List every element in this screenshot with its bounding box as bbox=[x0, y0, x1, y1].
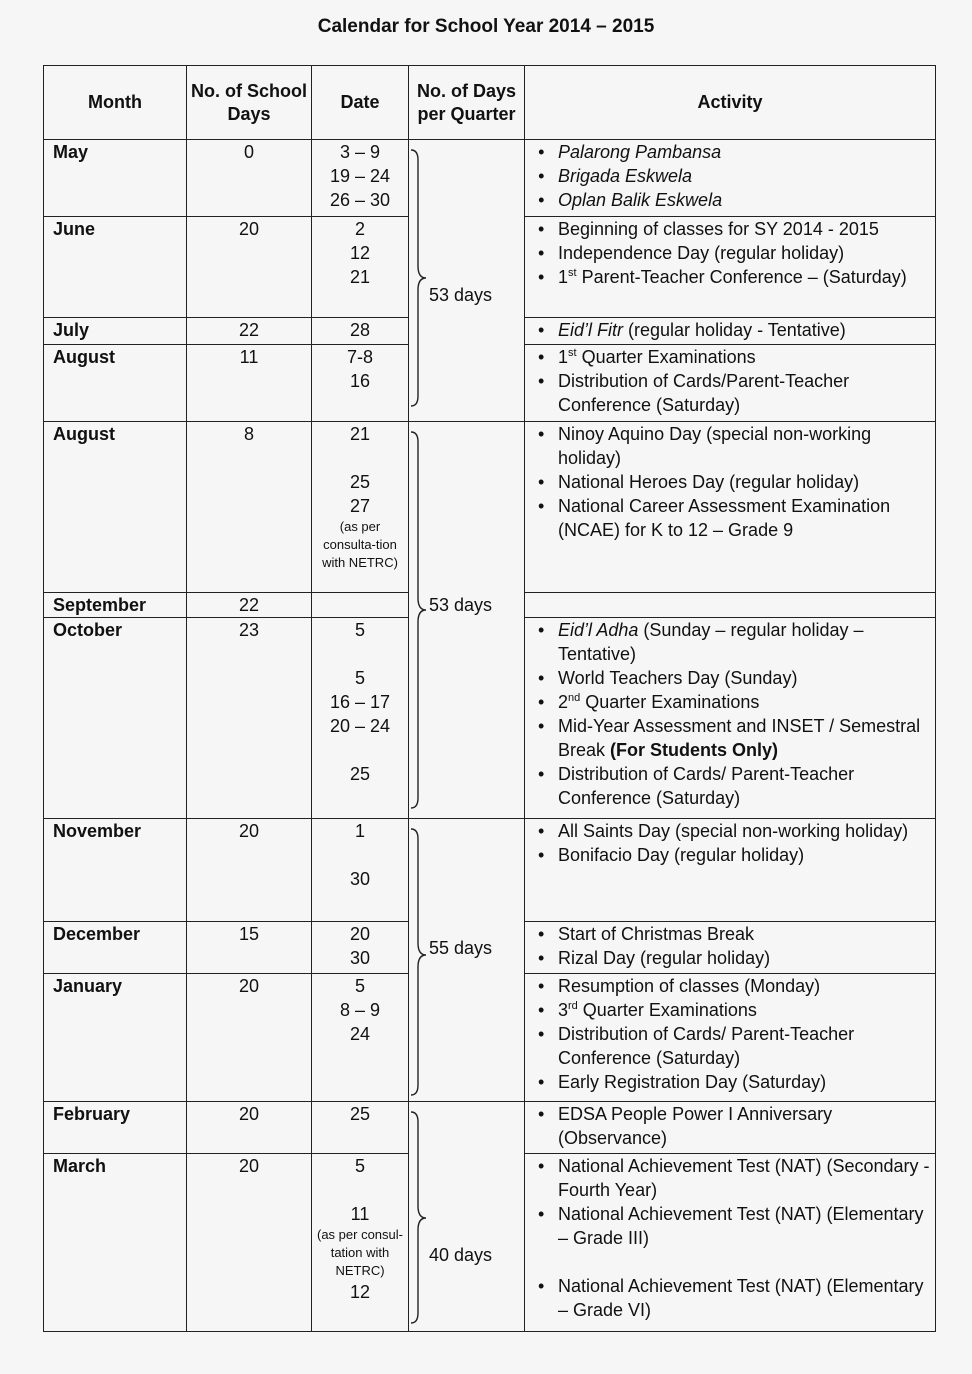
activity-item bbox=[534, 318, 935, 342]
date-value: 5 bbox=[354, 668, 365, 688]
date-value: 8 – 9 bbox=[339, 1000, 381, 1020]
ordinal-suffix: st bbox=[568, 347, 577, 359]
school-days-cell: 15 bbox=[187, 922, 312, 974]
date-value: 28 bbox=[349, 320, 371, 340]
activity-item: • Early Registration Day (Saturday) bbox=[534, 1070, 935, 1094]
quarter-cell-3 bbox=[409, 819, 525, 1102]
activity-text: Quarter Examinations bbox=[580, 692, 760, 712]
month-cell: May bbox=[44, 140, 187, 217]
activity-item: • EDSA People Power I Anniversary (Observance) bbox=[534, 1102, 935, 1150]
activity-text: Quarter Examinations bbox=[577, 1000, 757, 1020]
activity-cell bbox=[525, 618, 936, 819]
activity-item: • National Achievement Test (NAT) (Secondary - Fourth Year) bbox=[534, 1154, 935, 1202]
school-days-cell: 8 bbox=[187, 422, 312, 593]
date-value: 1 bbox=[354, 821, 365, 841]
ordinal-suffix: st bbox=[568, 267, 577, 279]
school-days-cell: 0 bbox=[187, 140, 312, 217]
activity-cell bbox=[525, 140, 936, 217]
quarter-days-label: 55 days bbox=[429, 938, 493, 958]
activity-item: • National Achievement Test (NAT) (Elementary – Grade VI) bbox=[534, 1274, 935, 1322]
date-value: 5 bbox=[354, 976, 365, 996]
date-value: 24 bbox=[349, 1024, 371, 1044]
brace-icon bbox=[409, 1110, 429, 1325]
school-days-cell: 23 bbox=[187, 618, 312, 819]
activity-item bbox=[534, 618, 935, 666]
date-cell bbox=[312, 1154, 409, 1332]
activity-item bbox=[534, 345, 935, 369]
date-cell bbox=[312, 819, 409, 922]
school-days-cell: 11 bbox=[187, 345, 312, 422]
table-row bbox=[44, 422, 936, 593]
date-value: 5 bbox=[354, 620, 365, 640]
month-cell: January bbox=[44, 974, 187, 1102]
activity-item: • Palarong Pambansa bbox=[534, 140, 935, 164]
activity-item: • Distribution of Cards/ Parent-Teacher Conference (Saturday) bbox=[534, 1022, 935, 1070]
activity-item: • Ninoy Aquino Day (special non-working holiday) bbox=[534, 422, 935, 470]
activity-cell bbox=[525, 922, 936, 974]
ordinal-number: 2 bbox=[558, 692, 569, 712]
date-value: 30 bbox=[349, 869, 371, 889]
activity-item bbox=[534, 714, 935, 762]
date-value: 3 – 9 bbox=[339, 142, 381, 162]
brace-icon bbox=[409, 430, 429, 810]
date-value: 20 bbox=[349, 924, 371, 944]
activity-cell bbox=[525, 217, 936, 318]
month-cell: August bbox=[44, 345, 187, 422]
activity-text: Mid-Year Assessment and INSET / Semestral Break bbox=[558, 716, 921, 760]
date-value: 2 bbox=[354, 219, 365, 239]
ordinal-number: 1 bbox=[558, 347, 569, 367]
date-cell bbox=[312, 922, 409, 974]
header-school-days: No. of School Days bbox=[187, 66, 312, 140]
ordinal-suffix: nd bbox=[568, 692, 581, 704]
date-value: 21 bbox=[349, 267, 371, 287]
activity-cell bbox=[525, 1154, 936, 1332]
activity-cell bbox=[525, 819, 936, 922]
activity-item: • Oplan Balik Eskwela bbox=[534, 188, 935, 212]
school-days-cell: 22 bbox=[187, 318, 312, 345]
date-value: 27 bbox=[349, 496, 371, 516]
activity-cell bbox=[525, 593, 936, 618]
brace-icon bbox=[409, 148, 429, 408]
activity-item: • Distribution of Cards/Parent-Teacher Conference (Saturday) bbox=[534, 369, 935, 417]
activity-item: • World Teachers Day (Sunday) bbox=[534, 666, 935, 690]
header-days-per-quarter: No. of Days per Quarter bbox=[409, 66, 525, 140]
school-days-cell: 20 bbox=[187, 1102, 312, 1154]
school-calendar-table bbox=[43, 65, 936, 1332]
month-cell: March bbox=[44, 1154, 187, 1332]
quarter-days-label: 53 days bbox=[429, 595, 493, 615]
date-cell bbox=[312, 140, 409, 217]
activity-text-bold: (For Students Only) bbox=[610, 740, 779, 760]
school-days-cell: 22 bbox=[187, 593, 312, 618]
header-activity: Activity bbox=[525, 66, 936, 140]
date-cell bbox=[312, 593, 409, 618]
date-note: (as per consul-tation with NETRC) bbox=[317, 1227, 403, 1278]
activity-item: • National Career Assessment Examination (NCAE) for K to 12 – Grade 9 bbox=[534, 494, 935, 542]
activity-item: • Start of Christmas Break bbox=[534, 922, 935, 946]
header-row bbox=[44, 66, 936, 140]
date-value: 26 – 30 bbox=[329, 190, 391, 210]
month-cell: August bbox=[44, 422, 187, 593]
month-cell: September bbox=[44, 593, 187, 618]
activity-item: • All Saints Day (special non-working holiday) bbox=[534, 819, 935, 843]
activity-cell bbox=[525, 318, 936, 345]
activity-item bbox=[534, 998, 935, 1022]
date-cell bbox=[312, 318, 409, 345]
date-cell bbox=[312, 974, 409, 1102]
date-value: 21 bbox=[349, 424, 371, 444]
date-cell bbox=[312, 618, 409, 819]
quarter-cell-2 bbox=[409, 422, 525, 819]
activity-text-italic: Eid’l Adha bbox=[558, 620, 639, 640]
date-cell bbox=[312, 217, 409, 318]
month-cell: December bbox=[44, 922, 187, 974]
quarter-days-label: 40 days bbox=[429, 1245, 493, 1265]
activity-item: • Brigada Eskwela bbox=[534, 164, 935, 188]
school-days-cell: 20 bbox=[187, 217, 312, 318]
activity-item: • National Heroes Day (regular holiday) bbox=[534, 470, 935, 494]
activity-text: Quarter Examinations bbox=[576, 347, 756, 367]
table-row bbox=[44, 819, 936, 922]
activity-text-italic: Eid’l Fitr bbox=[558, 320, 624, 340]
table-row bbox=[44, 140, 936, 217]
ordinal-number: 3 bbox=[558, 1000, 569, 1020]
date-value: 5 bbox=[354, 1156, 365, 1176]
activity-text: (Sunday – regular holiday – Tentative) bbox=[558, 620, 864, 664]
date-cell bbox=[312, 422, 409, 593]
activity-item: • Beginning of classes for SY 2014 - 2015 bbox=[534, 217, 935, 241]
activity-item: • Distribution of Cards/ Parent-Teacher Conference (Saturday) bbox=[534, 762, 935, 810]
school-days-cell: 20 bbox=[187, 1154, 312, 1332]
date-value: 16 – 17 bbox=[329, 692, 391, 712]
quarter-cell-1 bbox=[409, 140, 525, 422]
month-cell: February bbox=[44, 1102, 187, 1154]
activity-cell bbox=[525, 422, 936, 593]
page-title: Calendar for School Year 2014 – 2015 bbox=[317, 16, 655, 37]
activity-cell bbox=[525, 345, 936, 422]
date-cell bbox=[312, 345, 409, 422]
header-date: Date bbox=[312, 66, 409, 140]
activity-item: • Bonifacio Day (regular holiday) bbox=[534, 843, 935, 867]
activity-item bbox=[534, 690, 935, 714]
date-value: 11 bbox=[350, 1204, 370, 1224]
quarter-cell-4 bbox=[409, 1102, 525, 1332]
activity-item bbox=[534, 265, 935, 289]
brace-icon bbox=[409, 827, 429, 1097]
date-note: (as per consulta-tion with NETRC) bbox=[322, 519, 398, 570]
table-row bbox=[44, 1102, 936, 1154]
date-value: 30 bbox=[349, 948, 371, 968]
activity-item: • National Achievement Test (NAT) (Elementary – Grade III) bbox=[534, 1202, 935, 1250]
header-month: Month bbox=[44, 66, 187, 140]
activity-text: (regular holiday - Tentative) bbox=[623, 320, 846, 340]
month-cell: October bbox=[44, 618, 187, 819]
date-value: 7-8 bbox=[346, 347, 373, 367]
month-cell: June bbox=[44, 217, 187, 318]
date-value: 25 bbox=[349, 764, 371, 784]
school-days-cell: 20 bbox=[187, 819, 312, 922]
date-value: 12 bbox=[349, 1282, 371, 1302]
ordinal-suffix: rd bbox=[568, 1000, 578, 1012]
month-cell: November bbox=[44, 819, 187, 922]
school-days-cell: 20 bbox=[187, 974, 312, 1102]
date-value: 25 bbox=[349, 1104, 371, 1124]
date-value: 19 – 24 bbox=[329, 166, 391, 186]
date-value: 16 bbox=[349, 371, 371, 391]
date-value: 25 bbox=[349, 472, 371, 492]
date-value: 12 bbox=[349, 243, 371, 263]
date-value: 20 – 24 bbox=[329, 716, 391, 736]
month-cell: July bbox=[44, 318, 187, 345]
quarter-days-label: 53 days bbox=[429, 285, 493, 305]
ordinal-number: 1 bbox=[558, 267, 569, 287]
activity-item: • Rizal Day (regular holiday) bbox=[534, 946, 935, 970]
activity-text: Parent-Teacher Conference – (Saturday) bbox=[576, 267, 907, 287]
activity-item: • Independence Day (regular holiday) bbox=[534, 241, 935, 265]
date-cell bbox=[312, 1102, 409, 1154]
activity-cell bbox=[525, 974, 936, 1102]
activity-item: • Resumption of classes (Monday) bbox=[534, 974, 935, 998]
activity-cell bbox=[525, 1102, 936, 1154]
